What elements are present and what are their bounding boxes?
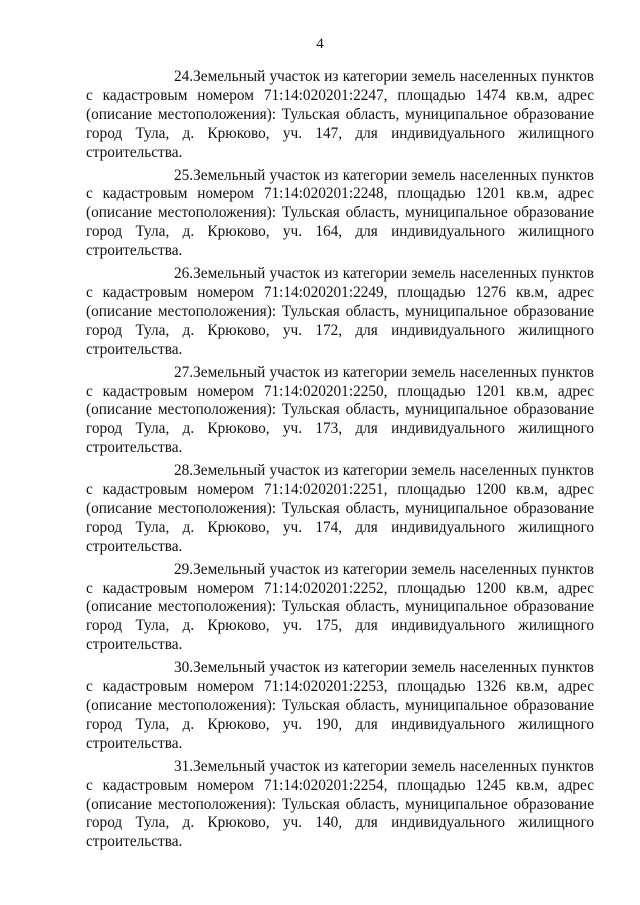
list-item <box>86 561 594 656</box>
list-item <box>86 364 594 459</box>
document-body <box>86 68 594 856</box>
item-number: 29. <box>174 560 194 578</box>
item-number: 26. <box>174 265 194 283</box>
item-number: 25. <box>174 166 194 184</box>
list-item <box>86 659 594 754</box>
item-text: Земельный участок из категории земель населенных пунктов с кадастровым номером 71:14:020201:2249, площадью 1276 кв.м, адрес (описание местоположения): Тульская область, муниципальное образование город Тула, д. Крюково, уч. 172, для индивидуального жилищного строительства. <box>86 265 594 358</box>
item-text: Земельный участок из категории земель населенных пунктов с кадастровым номером 71:14:020201:2252, площадью 1200 кв.м, адрес (описание местоположения): Тульская область, муниципальное образование город Тула, д. Крюково, уч. 175, для индивидуального жилищного строительства. <box>86 560 594 654</box>
item-text: Земельный участок из категории земель населенных пунктов с кадастровым номером 71:14:020201:2248, площадью 1201 кв.м, адрес (описание местоположения): Тульская область, муниципальное образование город Тула, д. Крюково, уч. 164, для индивидуального жилищного строительства. <box>86 166 594 260</box>
list-item <box>86 758 594 853</box>
item-number: 28. <box>174 462 194 480</box>
page-number: 4 <box>316 36 324 52</box>
item-number: 31. <box>174 757 194 775</box>
item-text: Земельный участок из категории земель населенных пунктов с кадастровым номером 71:14:020201:2247, площадью 1474 кв.м, адрес (описание местоположения): Тульская область, муниципальное образование город Тула, д. Крюково, уч. 147, для индивидуального жилищного строительства. <box>86 68 594 161</box>
list-item <box>86 265 594 360</box>
item-text: Земельный участок из категории земель населенных пунктов с кадастровым номером 71:14:020201:2250, площадью 1201 кв.м, адрес (описание местоположения): Тульская область, муниципальное образование город Тула, д. Крюково, уч. 173, для индивидуального жилищного строительства. <box>86 363 594 457</box>
item-number: 24. <box>174 68 194 85</box>
item-text: Земельный участок из категории земель населенных пунктов с кадастровым номером 71:14:020201:2251, площадью 1200 кв.м, адрес (описание местоположения): Тульская область, муниципальное образование город Тула, д. Крюково, уч. 174, для индивидуального жилищного строительства. <box>86 462 594 555</box>
list-item <box>86 68 594 163</box>
list-item <box>86 167 594 262</box>
item-text: Земельный участок из категории земель населенных пунктов с кадастровым номером 71:14:020201:2254, площадью 1245 кв.м, адрес (описание местоположения): Тульская область, муниципальное образование город Тула, д. Крюково, уч. 140, для индивидуального жилищного строительства. <box>86 757 594 851</box>
item-text: Земельный участок из категории земель населенных пунктов с кадастровым номером 71:14:020201:2253, площадью 1326 кв.м, адрес (описание местоположения): Тульская область, муниципальное образование город Тула, д. Крюково, уч. 190, для индивидуального жилищного строительства. <box>86 659 594 752</box>
list-item <box>86 462 594 557</box>
item-number: 30. <box>174 659 194 677</box>
item-number: 27. <box>174 363 194 381</box>
